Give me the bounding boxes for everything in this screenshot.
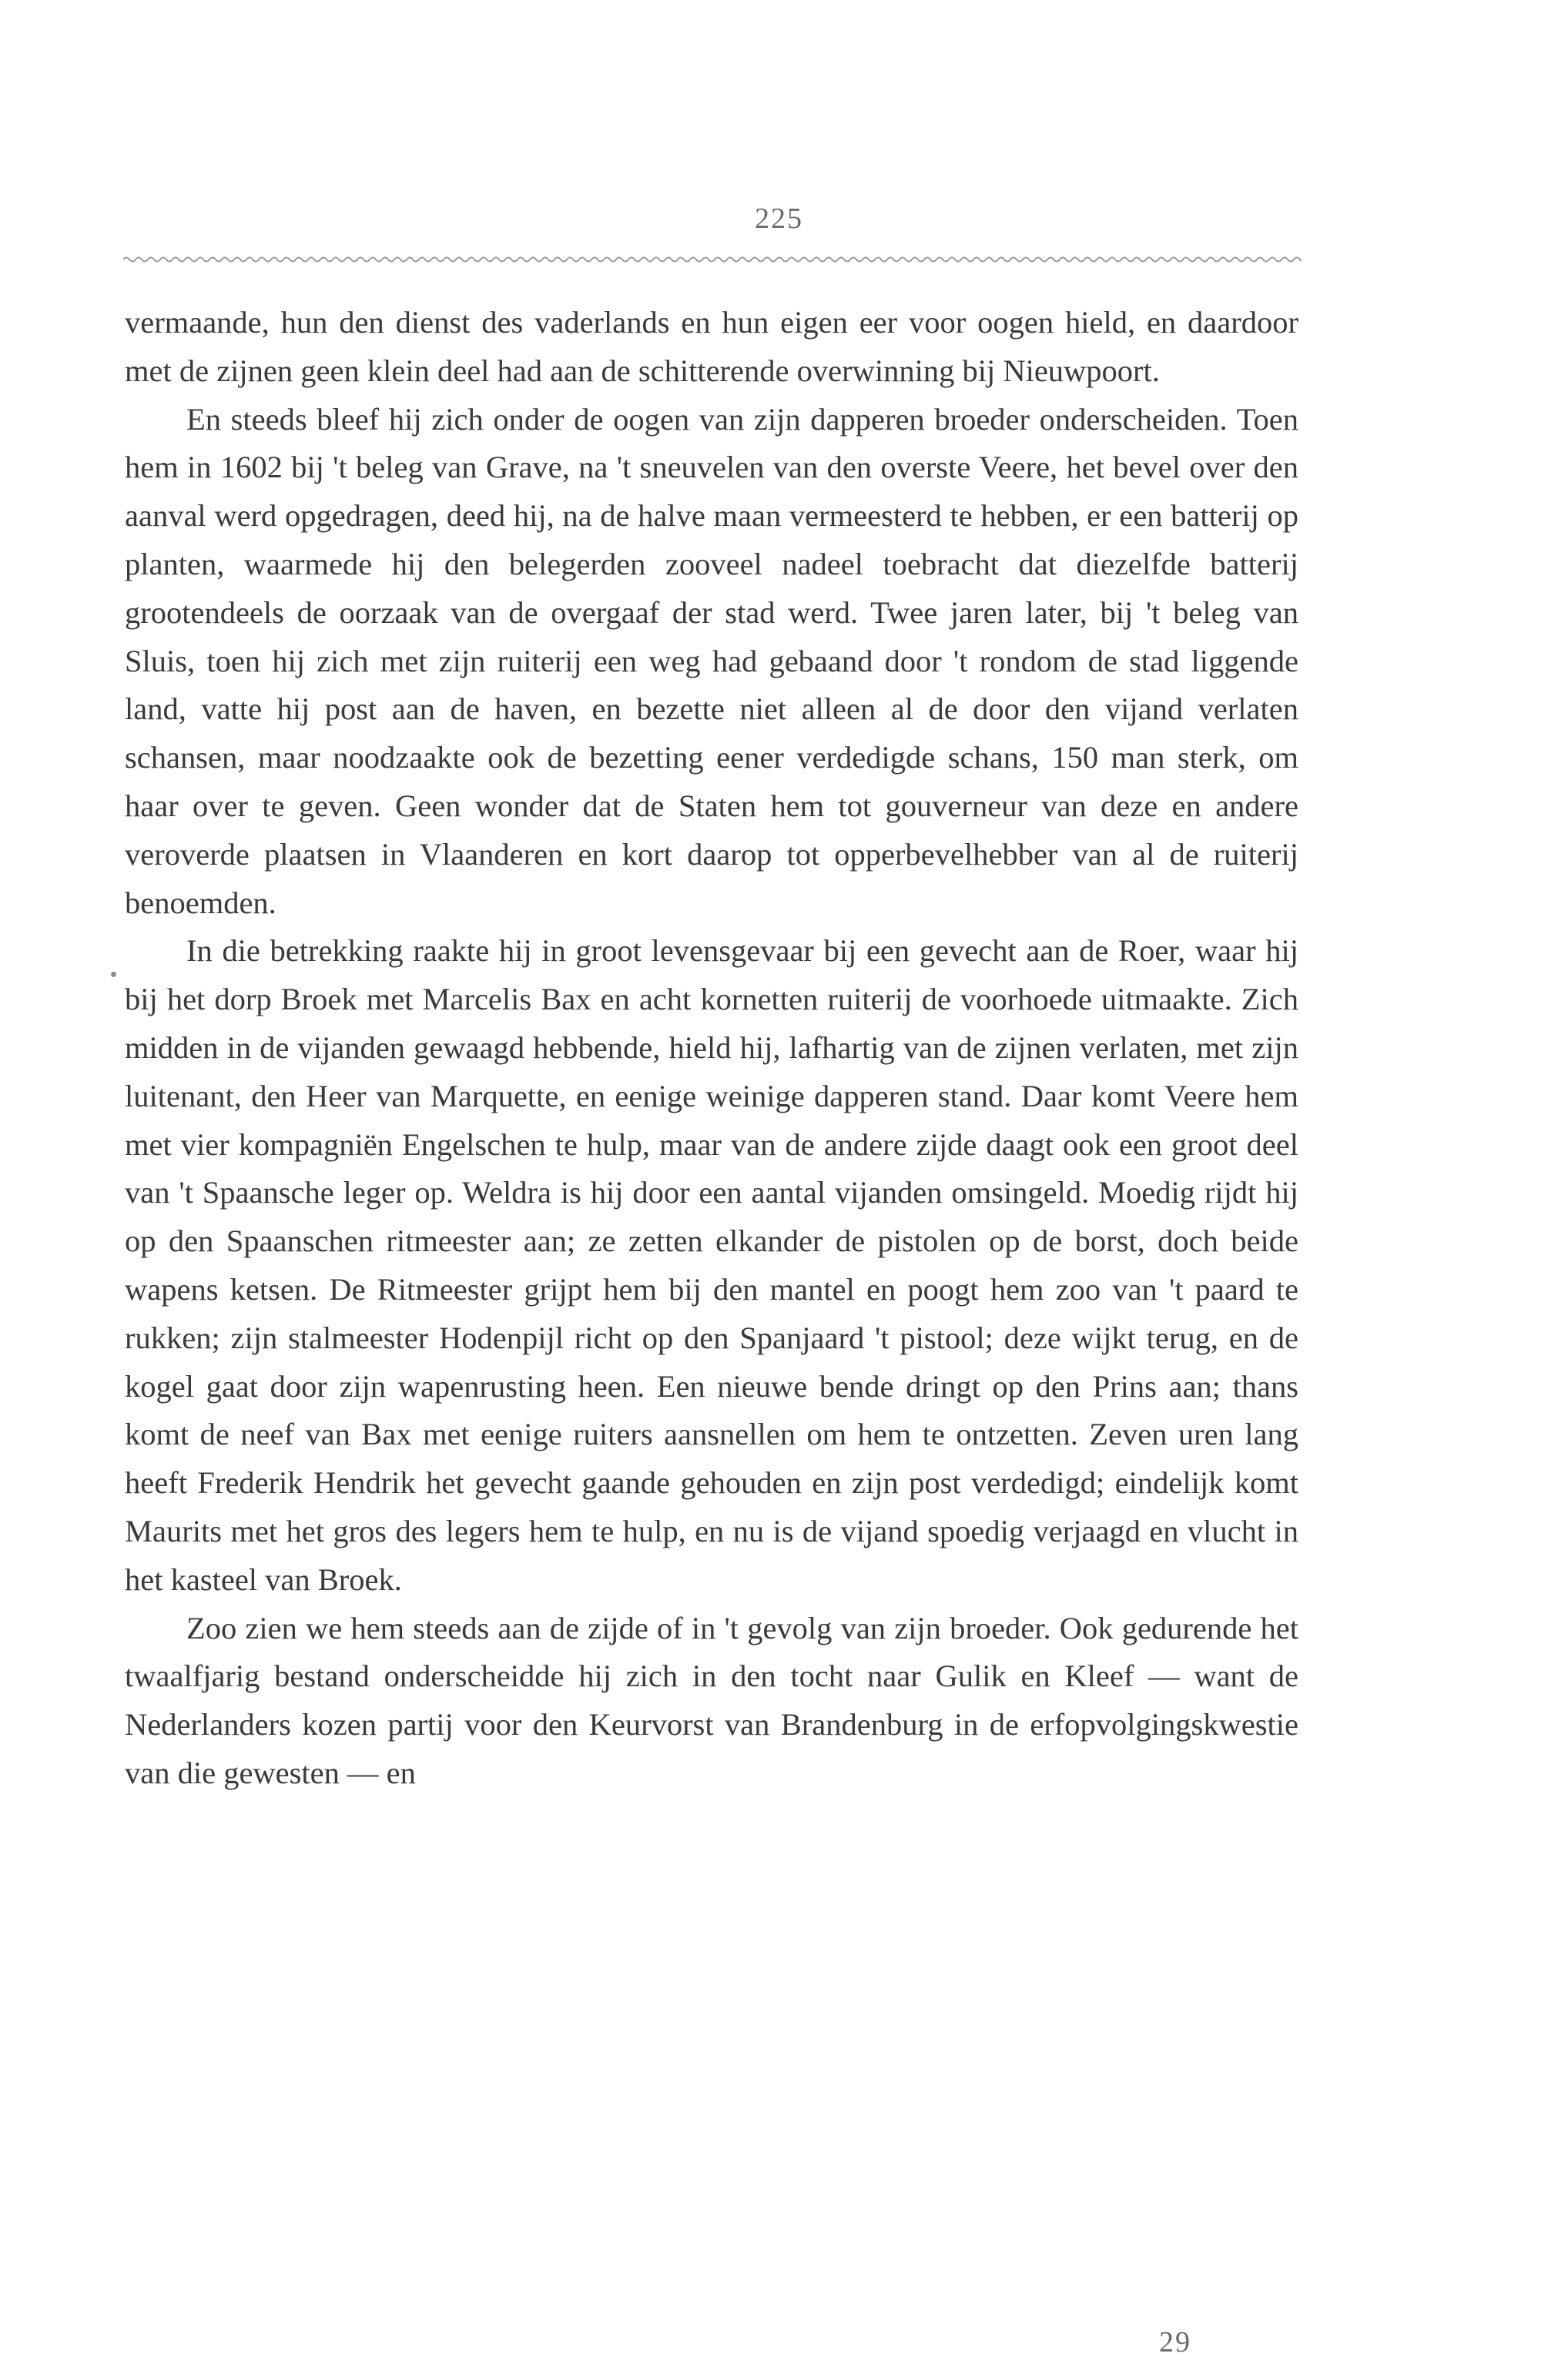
signature-mark: 29: [1159, 2326, 1191, 2358]
ink-speck: [111, 972, 116, 977]
paragraph-1: vermaande, hun den dienst des vaderlands en hun eigen eer voor oogen hield, en daardoor met de zijnen geen klein deel had aan de schitterende overwinning bij Nieuwpoort.: [125, 305, 1298, 388]
paragraph-2: En steeds bleef hij zich onder de oogen van zijn dapperen broeder onderscheiden. Toen hem in 1602 bij 't beleg van Grave, na 't sneuvelen van den overste Veere, het bevel over den aanval werd opgedragen, deed hij, na de halve maan vermeesterd te hebben, er een batterij op planten, waarmede hij den belegerden zooveel nadeel toebracht dat diezelfde batterij grootendeels de oorzaak van de overgaaf der stad werd. Twee jaren later, bij 't beleg van Sluis, toen hij zich met zijn ruiterij een weg had gebaand door 't rondom de stad liggende land, vatte hij post aan de haven, en bezette niet alleen al de door den vijand verlaten schansen, maar noodzaakte ook de bezetting eener verdedigde schans, 150 man sterk, om haar over te geven. Geen wonder dat de Staten hem tot gouverneur van deze en andere veroverde plaatsen in Vlaanderen en kort daarop tot opperbevelhebber van al de ruiterij benoemden.: [125, 401, 1298, 920]
body-text: [125, 299, 1298, 1798]
page-number: 225: [755, 203, 803, 235]
paragraph-4: Zoo zien we hem steeds aan de zijde of in 't gevolg van zijn broeder. Ook gedurende het twaalfjarig bestand onderscheidde hij zich in den tocht naar Gulik en Kleef — want de Nederlanders kozen partij voor den Keurvorst van Brandenburg in de erfopvolgingskwestie van die gewesten — en: [125, 1610, 1298, 1790]
paragraph-3: In die betrekking raakte hij in groot levensgevaar bij een gevecht aan de Roer, waar hij bij het dorp Broek met Marcelis Bax en acht kornetten ruiterij de voorhoede uitmaakte. Zich midden in de vijanden gewaagd hebbende, hield hij, lafhartig van de zijnen verlaten, met zijn luitenant, den Heer van Marquette, en eenige weinige dapperen stand. Daar komt Veere hem met vier kompagniën Engelschen te hulp, maar van de andere zijde daagt ook een groot deel van 't Spaansche leger op. Weldra is hij door een aantal vijanden omsingeld. Moedig rijdt hij op den Spaanschen ritmeester aan; ze zetten elkander de pistolen op de borst, doch beide wapens ketsen. De Ritmeester grijpt hem bij den mantel en poogt hem zoo van 't paard te rukken; zijn stalmeester Hodenpijl richt op den Spanjaard 't pistool; deze wijkt terug, en de kogel gaat door zijn wapenrusting heen. Een nieuwe bende dringt op den Prins aan; thans komt de neef van Bax met eenige ruiters aansnellen om hem te ontzetten. Zeven uren lang heeft Frederik Hendrik het gevecht gaande gehouden en zijn post verdedigd; eindelijk komt Maurits met het gros des legers hem te hulp, en nu is de vijand spoedig verjaagd en vlucht in het kasteel van Broek.: [125, 933, 1298, 1597]
wavy-rule-divider: [123, 254, 1302, 265]
